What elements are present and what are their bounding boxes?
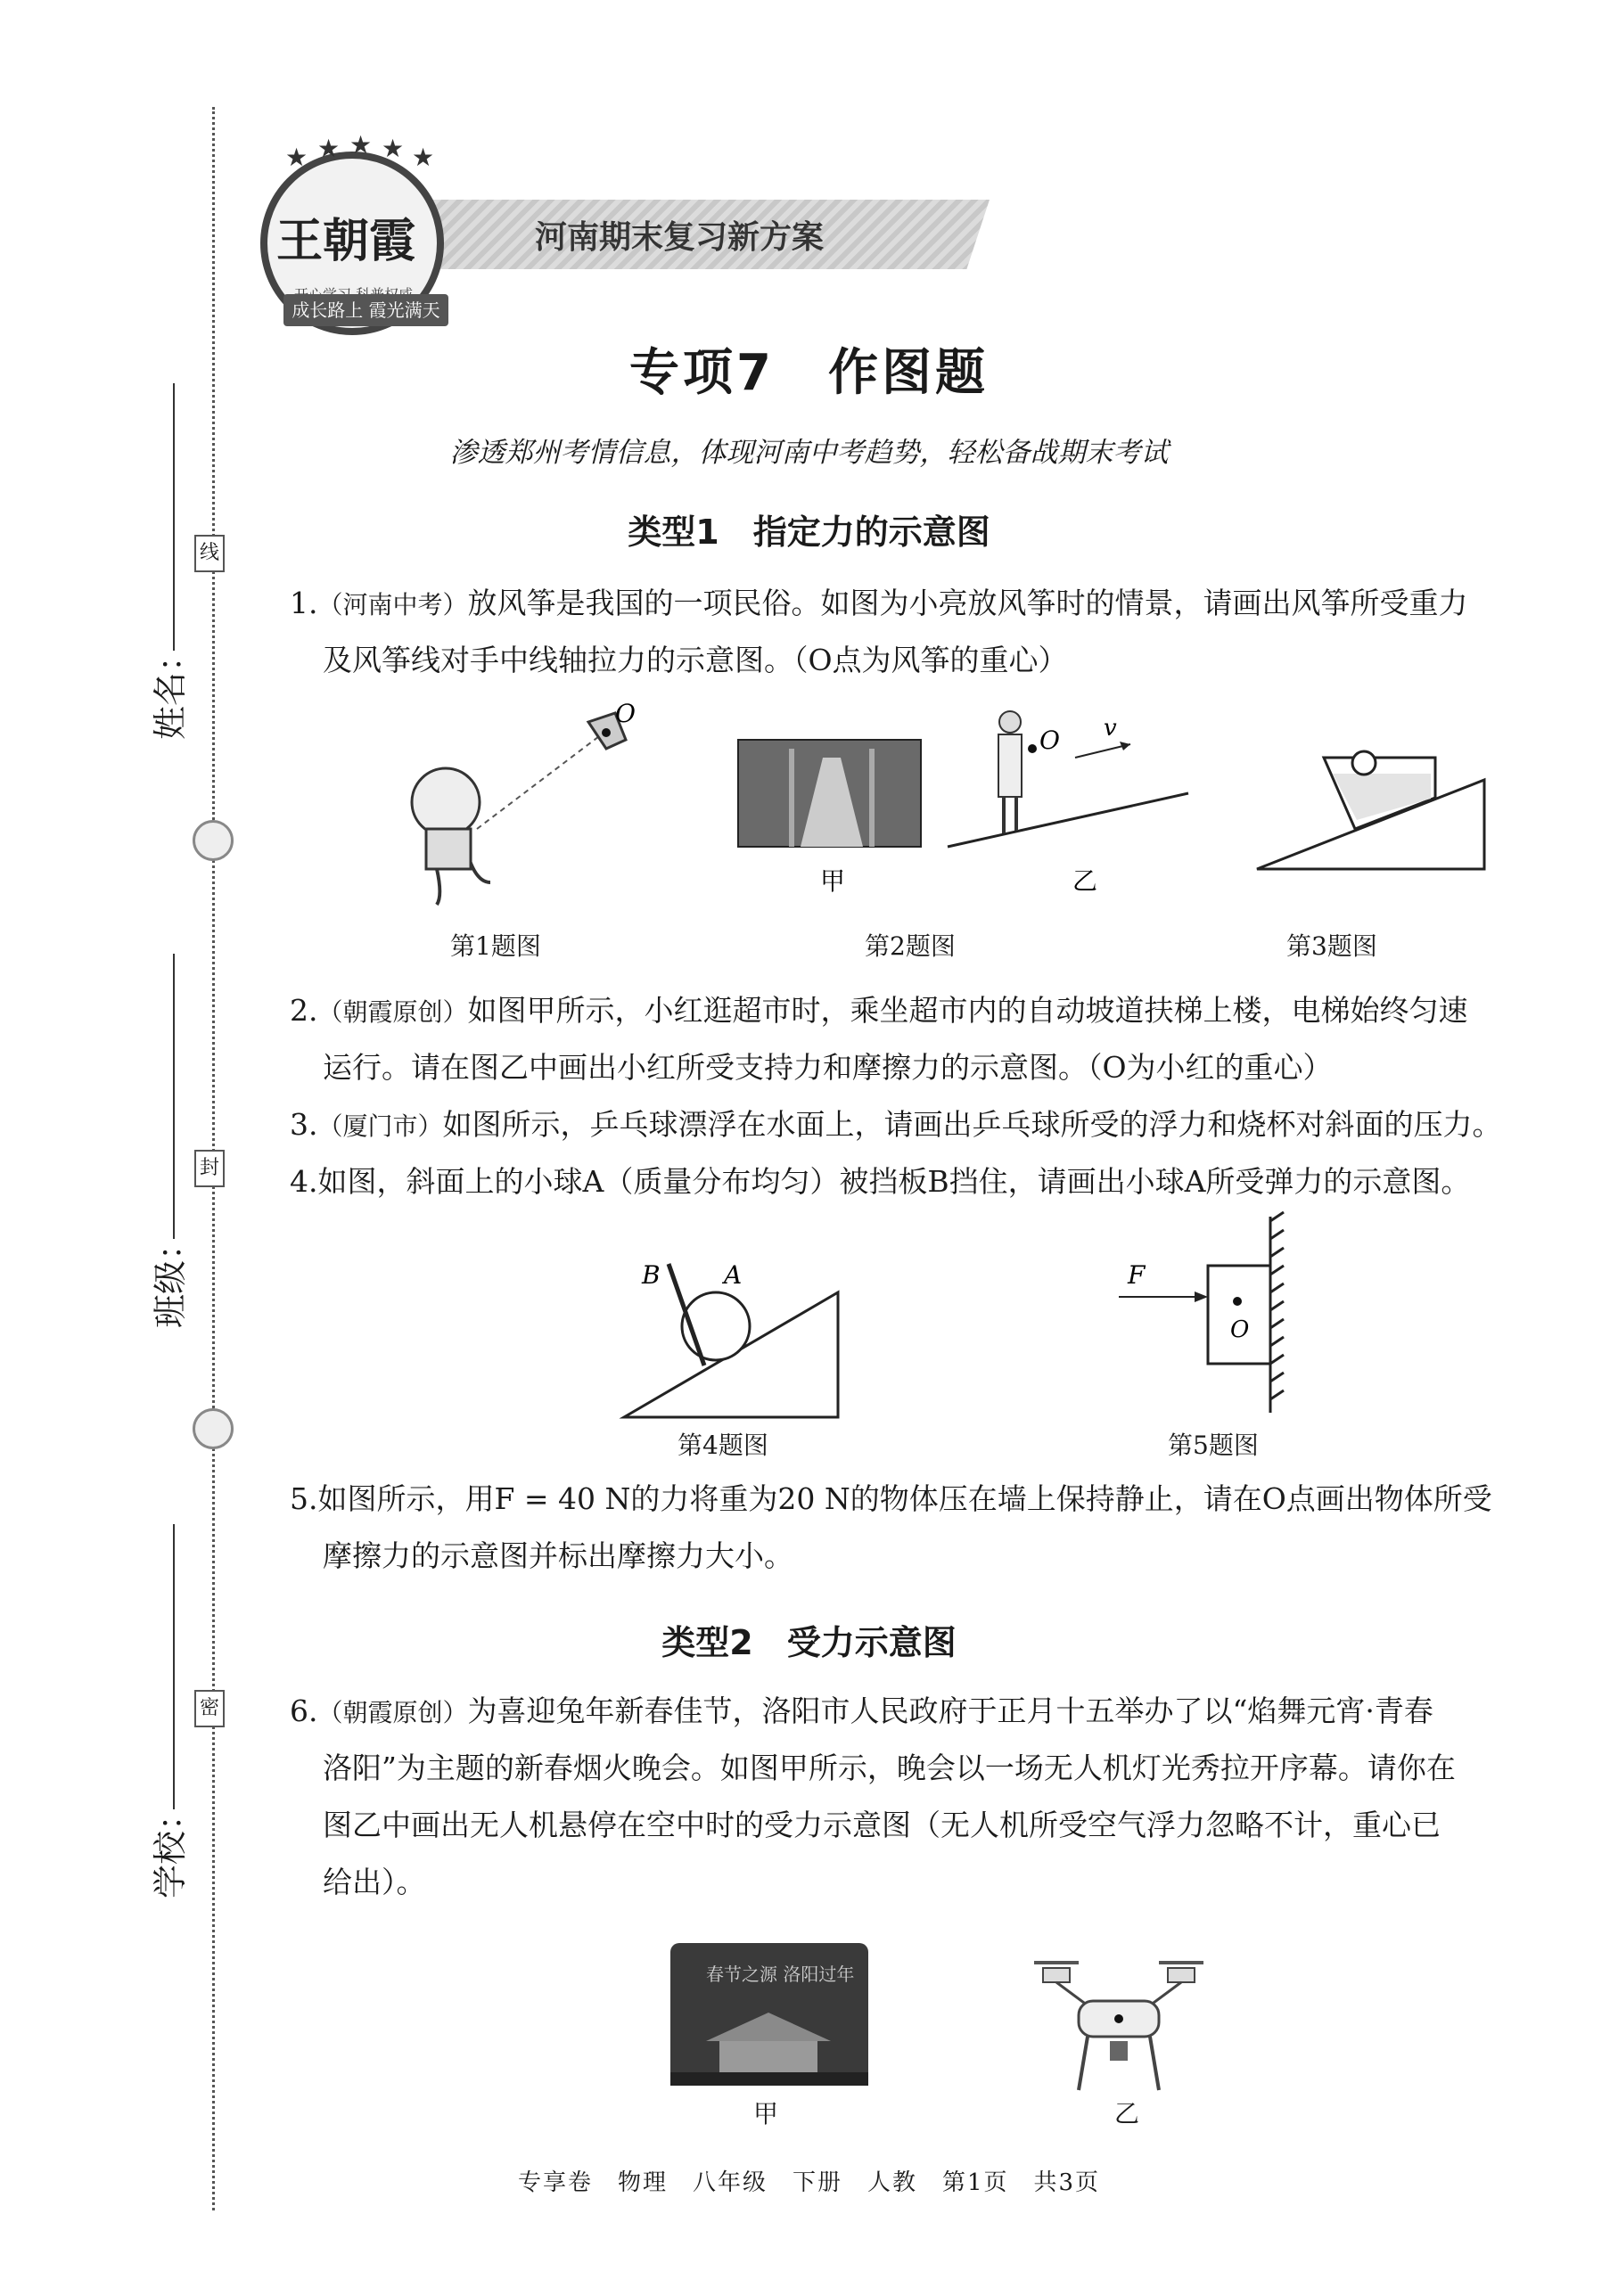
name-label: 姓名：	[151, 637, 190, 740]
question-4-line1: 4.如图，斜面上的小球A（质量分布均匀）被挡板B挡住，请画出小球A所受弹力的示意图。	[290, 1164, 1471, 1199]
logo-text: 王朝霞	[276, 214, 416, 268]
figure-2	[738, 695, 1202, 909]
banner-title: 河南期末复习新方案	[535, 219, 825, 256]
question-6-line3: 图乙中画出无人机悬停在空中时的受力示意图（无人机所受空气浮力忽略不计，重心已	[323, 1808, 1441, 1842]
figure-4-caption: 第4题图	[678, 1431, 768, 1460]
question-6-line1: 6.（朝霞原创）为喜迎兔年新春佳节，洛阳市人民政府于正月十五举办了以“焰舞元宵·青春	[290, 1693, 1433, 1728]
figure-5-block-wall	[1105, 1212, 1302, 1417]
page-title: 专项7 作图题	[629, 344, 989, 402]
fig2-label-v: v	[1104, 715, 1117, 742]
page-subtitle: 渗透郑州考情信息，体现河南中考趋势，轻松备战期末考试	[449, 437, 1169, 469]
seal-char-feng: 封	[194, 1150, 225, 1187]
question-6-line2: 洛阳”为主题的新春烟火晚会。如图甲所示，晚会以一场无人机灯光秀拉开序幕。请你在	[323, 1751, 1456, 1785]
logo-ribbon: 成长路上 霞光满天	[283, 294, 448, 326]
question-2-line2: 运行。请在图乙中画出小红所受支持力和摩擦力的示意图。（O为小红的重心）	[323, 1050, 1333, 1085]
seal-char-mi: 密	[194, 1690, 225, 1727]
school-label: 学校：	[151, 1796, 190, 1898]
fig4-label-B: B	[642, 1260, 661, 1290]
figure-1-caption: 第1题图	[450, 931, 541, 961]
section-heading-type2: 类型2 受力示意图	[661, 1623, 957, 1662]
margin-flower-icon	[193, 1408, 234, 1449]
question-6-line4: 给出）。	[323, 1865, 426, 1899]
figure-5-caption: 第5题图	[1168, 1431, 1259, 1460]
star-icon: ★	[317, 134, 341, 163]
photo-drone-text: 春节之源 洛阳过年	[706, 1964, 855, 1985]
star-icon: ★	[412, 143, 435, 172]
figure-3-caption: 第3题图	[1286, 931, 1377, 961]
fig5-label-O: O	[1230, 1316, 1250, 1343]
figure-1-kite	[392, 699, 660, 909]
question-1-line1: 1.（河南中考）放风筝是我国的一项民俗。如图为小亮放风筝时的情景，请画出风筝所受重力	[290, 586, 1468, 620]
fig2-label-yi: 乙	[1072, 866, 1098, 896]
question-2-line1: 2.（朝霞原创）如图甲所示，小红逛超市时，乘坐超市内的自动坡道扶梯上楼，电梯始终匀速	[290, 993, 1468, 1028]
class-label: 班级：	[151, 1226, 190, 1328]
question-1-line2: 及风筝线对手中线轴拉力的示意图。（O点为风筝的重心）	[323, 643, 1068, 677]
section-heading-type1: 类型1 指定力的示意图	[628, 512, 990, 552]
figure-6-label-jia: 甲	[753, 2099, 779, 2128]
margin-flower-icon	[193, 820, 234, 861]
star-icon: ★	[382, 134, 405, 163]
fig4-label-A: A	[724, 1260, 743, 1290]
star-icon: ★	[285, 143, 308, 172]
school-field[interactable]	[173, 1524, 175, 1809]
page-footer: 专享卷 物理 八年级 下册 人教 第1页 共3页	[517, 2169, 1101, 2196]
figure-6-yi-drone	[1025, 1952, 1212, 2103]
figure-2-caption: 第2题图	[865, 931, 956, 961]
fig2-label-jia: 甲	[820, 866, 846, 896]
question-3-line1: 3.（厦门市）如图所示，乒乓球漂浮在水面上，请画出乒乓球所受的浮力和烧杯对斜面的压力。	[290, 1107, 1502, 1142]
class-field[interactable]	[173, 954, 175, 1239]
figure-6-label-yi: 乙	[1114, 2099, 1140, 2128]
figure-3-beaker	[1253, 731, 1493, 882]
fig2-label-O: O	[1039, 726, 1060, 755]
kite-label-O: O	[615, 699, 636, 728]
fig5-label-F: F	[1128, 1260, 1146, 1290]
star-icon: ★	[349, 130, 373, 160]
seal-char-xian: 线	[194, 535, 225, 572]
figure-4-ball-incline	[606, 1248, 847, 1426]
question-5-line1: 5.如图所示，用F = 40 N的力将重为20 N的物体压在墙上保持静止，请在O点画出物体所受	[290, 1481, 1492, 1516]
question-5-line2: 摩擦力的示意图并标出摩擦力大小。	[323, 1538, 793, 1573]
